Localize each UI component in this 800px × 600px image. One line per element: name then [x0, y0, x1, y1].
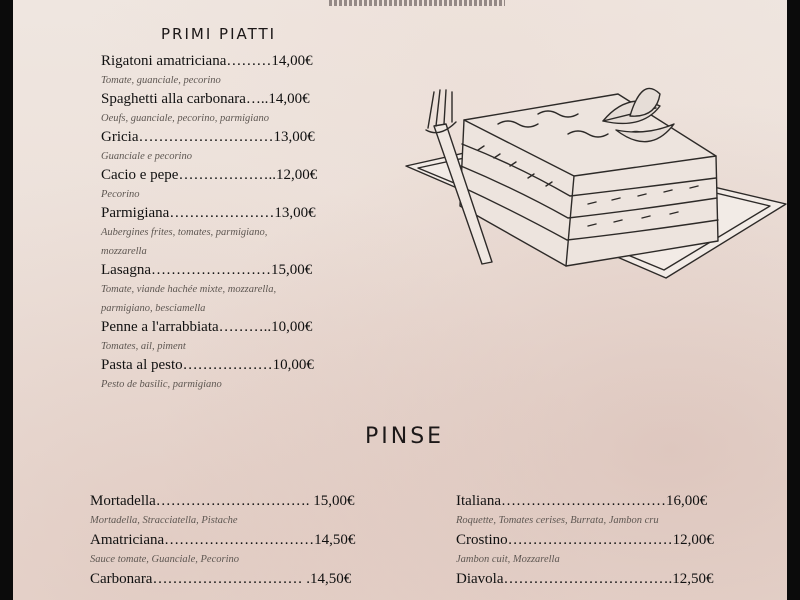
menu-item [90, 569, 355, 589]
menu-item-description: Tomate, viande hachée mixte, mozzarella, [101, 284, 277, 295]
menu-item-name-price: Parmigiana…………………13,00€ [101, 205, 316, 221]
menu-item-name-price: Penne a l'arrabbiata………..10,00€ [101, 319, 313, 335]
menu-item-name-price: Cacio e pepe………………..12,00€ [101, 167, 318, 183]
menu-item-name-price: Mortadella…………………………. 15,00€ [90, 493, 355, 509]
header-decoration [329, 0, 505, 6]
menu-item-name-price: Amatriciana…………………………14,50€ [90, 532, 356, 548]
menu-item [101, 90, 371, 128]
menu-item [101, 128, 371, 166]
pinse-list-left [90, 491, 355, 589]
menu-item-name-price: Diavola…………………………….12,50€ [456, 571, 714, 587]
menu-item [101, 261, 371, 318]
menu-item-description: Oeufs, guanciale, pecorino, parmigiano [101, 113, 269, 124]
menu-item-name-price: Pasta al pesto………………10,00€ [101, 357, 314, 373]
menu-item-name-price: Gricia………………………13,00€ [101, 129, 315, 145]
menu-item-description: Mortadella, Stracciatella, Pistache [90, 515, 238, 526]
menu-item [101, 52, 371, 90]
section-title-pinse: PINSE [365, 424, 445, 449]
menu-item-name-price: Carbonara………………………… .14,50€ [90, 571, 352, 587]
menu-item [101, 166, 371, 204]
lasagna-with-fork-icon [398, 86, 787, 286]
menu-item-name-price: Spaghetti alla carbonara…..14,00€ [101, 91, 310, 107]
menu-item-description: Jambon cuit, Mozzarella [456, 554, 560, 565]
menu-item-description-continued: parmigiano, besciamella [101, 303, 206, 314]
menu-item-description: Aubergines frites, tomates, parmigiano, [101, 227, 268, 238]
menu-item-name-price: Lasagna……………………15,00€ [101, 262, 313, 278]
menu-item-description: Pecorino [101, 189, 140, 200]
menu-item [101, 318, 371, 356]
pinse-list-right [456, 491, 714, 589]
menu-item-description: Guanciale e pecorino [101, 151, 192, 162]
menu-item-name-price: Italiana……………………………16,00€ [456, 493, 708, 509]
menu-item-name-price: Crostino……………………………12,00€ [456, 532, 714, 548]
section-title-primi-piatti: PRIMI PIATTI [161, 25, 277, 43]
primi-piatti-list [101, 52, 371, 394]
menu-item [456, 569, 714, 589]
menu-item-description: Tomate, guanciale, pecorino [101, 75, 221, 86]
menu-item-description: Sauce tomate, Guanciale, Pecorino [90, 554, 239, 565]
menu-item-name-price: Rigatoni amatriciana………14,00€ [101, 53, 313, 69]
menu-page [13, 0, 787, 600]
menu-item [456, 491, 714, 530]
menu-item-description: Tomates, ail, piment [101, 341, 186, 352]
menu-item [90, 491, 355, 530]
menu-item-description-continued: mozzarella [101, 246, 147, 257]
menu-item [101, 204, 371, 261]
menu-item-description: Pesto de basilic, parmigiano [101, 379, 222, 390]
menu-item [101, 356, 371, 394]
menu-item [456, 530, 714, 569]
menu-item [90, 530, 355, 569]
menu-item-description: Roquette, Tomates cerises, Burrata, Jambon cru [456, 515, 659, 526]
